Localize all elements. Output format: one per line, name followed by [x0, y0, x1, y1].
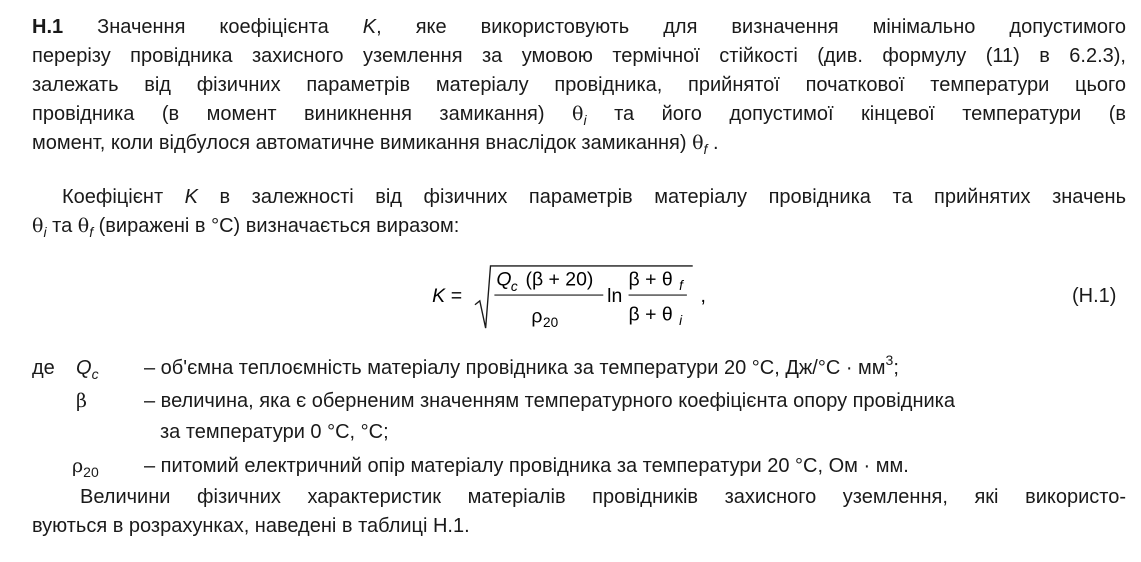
numerator-rest: (β + 20) [525, 268, 594, 291]
ln-denominator-sub: i [679, 313, 683, 329]
formula-lhs: K = [432, 284, 462, 307]
p1-line-5: момент, коли відбулося автоматичне вимикання внаслідок замикання) $\theta_f$ . [32, 132, 719, 157]
p1-line-3: залежать від фізичних параметрів матеріалу провідника, прийнятої початкової температури цього [32, 74, 1126, 96]
p1-line-2: перерізу провідника захисного уземлення за умовою термічної стійкості (див. формулу (11) в 6.2.3), [32, 45, 1126, 67]
denominator-rho-sub: 20 [543, 315, 559, 331]
p3-line-1: Величини фізичних характеристик матеріалів провідників захисного уземлення, які використо- [80, 486, 1126, 508]
p3-line-2: вуються в розрахунках, наведені в таблиці Н.1. [32, 515, 470, 537]
ln-denominator: β + θ [628, 303, 673, 326]
section-number: Н.1 [32, 16, 64, 38]
definition-qc: де $Q_c$ – об'ємна теплоємність матеріалу провідника за температури 20 °С, $Дж/^\circ С \cdot мм^3$; [32, 352, 899, 382]
p1-line-1: Н.1 Значення коефіцієнта K, яке використовують для визначення мінімально допустимого [32, 16, 1126, 38]
k-symbol: K [362, 16, 377, 38]
paragraph-k-definition [32, 183, 1126, 241]
paragraph-table-ref [32, 483, 1126, 541]
p2-line-2: $\theta_i$ та $\theta_f$ (виражені в °С) визначається виразом: [32, 215, 460, 240]
numerator-q: Q [496, 268, 512, 291]
theta-i-symbol: θ [572, 103, 584, 125]
theta-f-symbol: θ [692, 132, 704, 154]
where-label: де [32, 357, 55, 379]
denominator-rho: ρ [531, 305, 543, 328]
document-page: Н.1 Значення коефіцієнта K, яке використовують для визначення мінімально допустимого перерізу провідника захисного уземлення за умовою термічної стійкості (див. формулу (11) в 6.2.3), залежать від фізичних параметрів матеріалу провідника, прийнятої початкової температури цього провідника (в момент виникнення замикання) $\theta_i$ та його допустимої кінцевої температури (в момент, коли відбулося автоматичне вимикання внаслідок замикання) $\theta_f$ . Коефіцієнт K в залежності від фізичних параметрів матеріалу провідника та прийнятих значень $\theta_i$ та $\theta_f$ (виражені в °С) визначається виразом: K = Q c (β + 20) ρ 20 ln β + θ f β + θ i , (Н.1) де $Q_c$ – об'ємна теплоємність матеріалу провідника за температури 20 °С, $Дж/^\circ С \cdot мм^3$; β – величина, яка є оберненим значенням температурного коефіцієнта опору провідника за температури 0 °С, °С; $\rho_{20}$ – питомий електричний опір матеріалу провідника за температури 20 °С, Ом · мм. Величини фізичних характеристик матеріалів провідників захисного уземлення, які використо- вуються в розрахунках, наведені в таблиці Н.1. [0, 0, 1141, 562]
ln-label: ln [607, 284, 623, 307]
p1-line-4: провідника (в момент виникнення замикання) $\theta_i$ та його допустимої кінцевої температури (в [32, 103, 1126, 128]
formula-h1 [428, 262, 728, 332]
paragraph-h1 [32, 13, 1126, 158]
equation-number: (Н.1) [1072, 285, 1117, 307]
formula-comma: , [700, 284, 706, 307]
ln-numerator-sub: f [679, 278, 683, 294]
ln-numerator: β + θ [628, 268, 673, 291]
p2-line-1: Коефіцієнт K в залежності від фізичних параметрів матеріалу провідника та прийнятих значень [62, 186, 1126, 208]
numerator-q-sub: c [510, 279, 518, 295]
